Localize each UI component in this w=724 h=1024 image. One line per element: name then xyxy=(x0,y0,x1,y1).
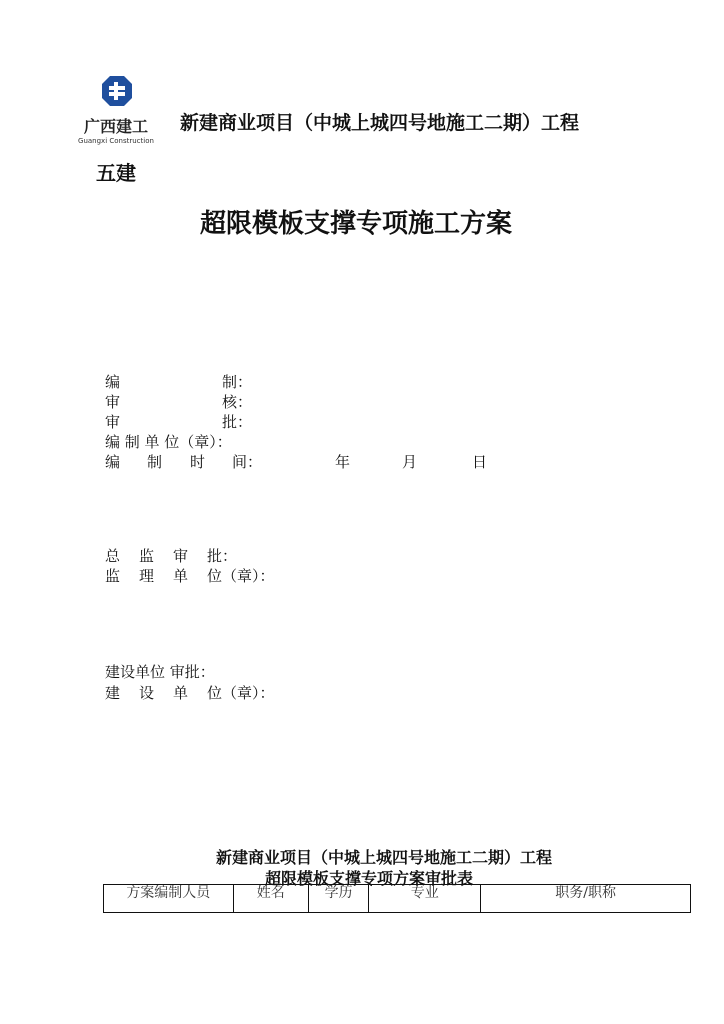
table-header-cell: 专业 xyxy=(369,885,481,913)
supervisor-unit-char-4: 位（章）： xyxy=(207,567,275,585)
logo-text-en: Guangxi Construction xyxy=(78,137,154,145)
compile-label-b: 制： xyxy=(222,373,253,391)
table-header-cell: 学历 xyxy=(308,885,368,913)
owner-approval-label: 建设单位 审批： xyxy=(105,663,215,681)
supervisor-unit-char-3: 单 xyxy=(173,567,189,585)
compile-time-char-2: 制 xyxy=(147,453,163,471)
date-day-label: 日 xyxy=(472,453,488,471)
review-label-a: 审 xyxy=(105,393,121,411)
approve-label-a: 审 xyxy=(105,413,121,431)
document-title: 超限模板支撑专项施工方案 xyxy=(200,209,513,239)
review-label-b: 核： xyxy=(222,393,253,411)
chief-supervisor-char-2: 监 xyxy=(139,547,155,565)
owner-unit-char-4: 位（章）： xyxy=(207,684,275,702)
approval-table-title: 超限模板支撑专项方案审批表 xyxy=(265,869,474,888)
table-header-cell: 姓名 xyxy=(233,885,308,913)
supervisor-unit-char-2: 理 xyxy=(139,567,155,585)
approval-table xyxy=(103,884,691,913)
footer-project-title: 新建商业项目（中城上城四号地施工二期）工程 xyxy=(216,848,553,867)
date-year-label: 年 xyxy=(335,453,351,471)
logo-sub-text: 五建 xyxy=(96,161,136,185)
compile-time-char-4: 间： xyxy=(232,453,263,471)
chief-supervisor-char-3: 审 xyxy=(173,547,189,565)
chief-supervisor-char-4: 批： xyxy=(207,547,238,565)
supervisor-unit-char-1: 监 xyxy=(105,567,121,585)
owner-unit-char-3: 单 xyxy=(173,684,189,702)
project-title: 新建商业项目（中城上城四号地施工二期）工程 xyxy=(180,112,580,134)
date-month-label: 月 xyxy=(402,453,418,471)
logo-graphic xyxy=(74,72,158,188)
compile-time-char-1: 编 xyxy=(105,453,121,471)
compile-unit-label: 编 制 单 位（章）： xyxy=(105,433,232,451)
logo-text-cn: 广西建工 xyxy=(83,117,149,136)
approve-label-b: 批： xyxy=(222,413,253,431)
chief-supervisor-char-1: 总 xyxy=(105,547,121,565)
table-header-row xyxy=(104,885,691,913)
table-header-cell: 职务/职称 xyxy=(481,885,691,913)
company-logo xyxy=(74,72,158,188)
table-header-cell: 方案编制人员 xyxy=(104,885,234,913)
compile-time-char-3: 时 xyxy=(190,453,206,471)
compile-label-a: 编 xyxy=(105,373,121,391)
owner-unit-char-1: 建 xyxy=(105,684,121,702)
owner-unit-char-2: 设 xyxy=(139,684,155,702)
